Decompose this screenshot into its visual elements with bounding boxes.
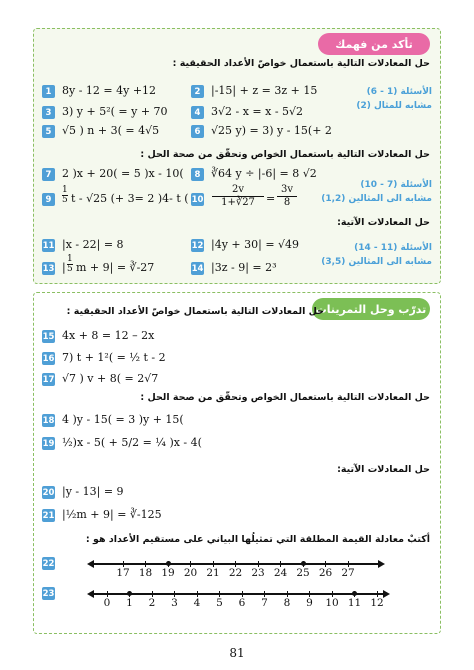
number-line-tick — [190, 561, 191, 567]
number-line-tick — [325, 561, 326, 567]
number-line-tick — [123, 561, 124, 567]
number-line-tick — [280, 561, 281, 567]
equation: 4 )y - 15( = 3 )y + 15( — [62, 413, 184, 426]
page-number: 81 — [229, 646, 245, 660]
question-number: 5 — [42, 125, 55, 138]
practice-title: تدرّب وحل التمرينات — [312, 298, 430, 320]
question-number: 16 — [42, 353, 55, 364]
ref-3-line-2: مشابه الى المثالين (3,5) — [321, 257, 432, 267]
number-line-tick — [235, 561, 236, 567]
question-number: 12 — [191, 240, 204, 251]
abs-bar: | — [62, 261, 66, 274]
fraction — [62, 186, 68, 205]
fraction-numerator: 2v — [231, 184, 244, 195]
equation: |3z - 9| = 2³ — [211, 261, 277, 274]
number-line-tick — [377, 591, 378, 597]
question-number: 17 — [42, 374, 55, 385]
equation: ∛64 y ÷ |-6| = 8 √2 — [211, 167, 317, 180]
number-line-axis — [92, 593, 385, 595]
equation: 4x + 8 = 12 – 2x — [62, 329, 155, 342]
number-line-tick-label: 10 — [325, 597, 339, 609]
question-number: 21 — [42, 510, 55, 521]
ref-3-line-1: الأسئلة (11 - 14) — [354, 243, 432, 253]
practice-panel — [33, 292, 441, 634]
equation: |-15| + z = 3z + 15 — [211, 84, 318, 97]
equation: m + 9| = ∛-27 — [76, 261, 155, 274]
practice-instruction-4: أكتبْ معادلة القيمة المطلقة التي تمثيلُها البياني على مستقيم الأعداد هو : — [85, 534, 430, 545]
question-number: 23 — [42, 588, 55, 599]
equation: t - √25 (+ 3= 2 )4- t ( — [71, 192, 189, 205]
question-number: 19 — [42, 438, 55, 449]
number-line-tick — [258, 561, 259, 567]
question-number: 9 — [42, 193, 55, 206]
question-number: 2 — [191, 85, 204, 98]
equation: 8y - 12 = 4y +12 — [62, 84, 157, 97]
number-line-tick-label: 3 — [171, 597, 178, 609]
number-line-tick-label: 1 — [126, 597, 133, 609]
question-number: 13 — [42, 263, 55, 274]
question-number: 18 — [42, 415, 55, 426]
equation: ½)x - 5( + 5/2 = ¼ )x - 4( — [62, 436, 202, 449]
fraction-right — [277, 184, 297, 209]
check-understanding-title: تأكد من فهمك — [318, 33, 430, 55]
question-number: 7 — [42, 168, 55, 181]
number-line-tick-label: 26 — [318, 567, 333, 579]
number-line-tick-label: 17 — [116, 567, 130, 579]
question-number: 3 — [42, 106, 55, 119]
ref-2-line-2: مشابه الى المثالين (1,2) — [321, 194, 432, 204]
question-number: 20 — [42, 487, 55, 498]
fraction-denominator: 1+∛27 — [212, 196, 264, 209]
equation: √5 ) n + 3( = 4√5 — [62, 124, 160, 137]
question-number: 1 — [42, 85, 55, 98]
equation: |y - 13| = 9 — [62, 485, 124, 498]
fraction-denominator: 5 — [67, 264, 73, 274]
fraction-numerator: 1 — [67, 254, 73, 264]
equation: 3) y + 5²( = y + 70 — [62, 105, 168, 118]
equation: 2 )x + 20( = 5 )x - 10( — [62, 167, 184, 180]
equation: √25 y) = 3) y - 15(+ 2 — [211, 124, 332, 137]
number-line-tick-label: 18 — [138, 567, 153, 579]
number-line-tick-label: 9 — [306, 597, 313, 609]
number-line-tick — [174, 591, 175, 597]
number-line-tick — [332, 591, 333, 597]
question-number: 14 — [191, 263, 204, 274]
question-number: 10 — [191, 194, 204, 205]
number-line-tick-label: 5 — [216, 597, 223, 609]
fraction — [67, 255, 73, 274]
number-line-tick-label: 6 — [238, 597, 246, 609]
arrow-left-icon — [87, 590, 94, 598]
number-line-tick-label: 4 — [193, 597, 201, 609]
number-line-tick-label: 8 — [283, 597, 291, 609]
instruction-1: حل المعادلات التالية باستعمال خواصّ الأعداد الحقيقية : — [172, 58, 430, 69]
number-line-tick-label: 0 — [103, 597, 111, 609]
number-line-tick-label: 22 — [228, 567, 243, 579]
ref-block-3 — [321, 241, 432, 269]
number-line-tick — [264, 591, 265, 597]
question-number: 4 — [191, 106, 204, 119]
equation: 7) t + 1²( = ½ t - 2 — [62, 351, 166, 364]
practice-instruction-3: حل المعادلات الآتية: — [337, 464, 430, 475]
instruction-3: حل المعادلات الآتية: — [337, 217, 430, 228]
fraction-numerator: 3v — [280, 184, 293, 195]
ref-block-2 — [321, 178, 432, 206]
equation: |4y + 30| = √49 — [211, 238, 300, 251]
number-line-tick-label: 19 — [161, 567, 175, 579]
fraction-left — [212, 184, 264, 209]
number-line-tick-label: 24 — [273, 567, 288, 579]
arrow-left-icon — [87, 560, 94, 568]
number-line-tick-label: 20 — [183, 567, 198, 579]
number-line-point — [301, 561, 306, 566]
ref-2-line-1: الأسئلة (7 - 10) — [360, 180, 432, 190]
number-line-tick — [145, 561, 146, 567]
number-line-tick-label: 23 — [251, 567, 265, 579]
number-line-tick-label: 27 — [341, 567, 355, 579]
number-line-tick-label: 2 — [148, 597, 156, 609]
equation: 3√2 - x = x - 5√2 — [211, 105, 304, 118]
question-number: 6 — [191, 125, 204, 138]
question-number: 15 — [42, 331, 55, 342]
question-number: 8 — [191, 168, 204, 181]
equation: √7 ) v + 8( = 2√7 — [62, 372, 159, 385]
equals-sign: = — [266, 192, 276, 205]
number-line-tick — [287, 591, 288, 597]
number-line-tick-label: 11 — [347, 597, 362, 609]
number-line-tick — [213, 561, 214, 567]
number-line-tick — [197, 591, 198, 597]
practice-instruction-1: حل المعادلات التالية باستعمال خواصّ الأعداد الحقيقية : — [66, 306, 324, 317]
practice-instruction-2: حل المعادلات التالية باستعمال الخواص وتحقّق من صحة الحل : — [140, 392, 430, 403]
number-line-tick — [309, 591, 310, 597]
question-number: 22 — [42, 558, 55, 569]
number-line-tick-label: 7 — [261, 597, 268, 609]
arrow-right-icon — [378, 560, 385, 568]
equation: |½m + 9| = ∛-125 — [62, 508, 162, 521]
number-line-tick — [348, 561, 349, 567]
ref-1-line-2: مشابه للمثال (2) — [356, 101, 432, 111]
equation: |x - 22| = 8 — [62, 238, 124, 251]
number-line-tick — [242, 591, 243, 597]
question-number: 11 — [42, 240, 55, 251]
ref-1-line-1: الأسئلة (1 - 6) — [366, 87, 432, 97]
ref-block-1 — [356, 85, 432, 113]
number-line-tick-label: 12 — [370, 597, 384, 609]
instruction-2: حل المعادلات التالية باستعمال الخواص وتحقّق من صحة الحل : — [140, 149, 430, 160]
number-line-tick — [219, 591, 220, 597]
fraction-numerator: 1 — [62, 185, 68, 195]
number-line-tick — [107, 591, 108, 597]
number-line-tick — [152, 591, 153, 597]
fraction-denominator: 8 — [277, 196, 297, 209]
number-line-tick-label: 21 — [206, 567, 220, 579]
fraction-denominator: 5 — [62, 195, 68, 205]
number-line-point — [166, 561, 171, 566]
number-line-tick-label: 25 — [296, 567, 310, 579]
